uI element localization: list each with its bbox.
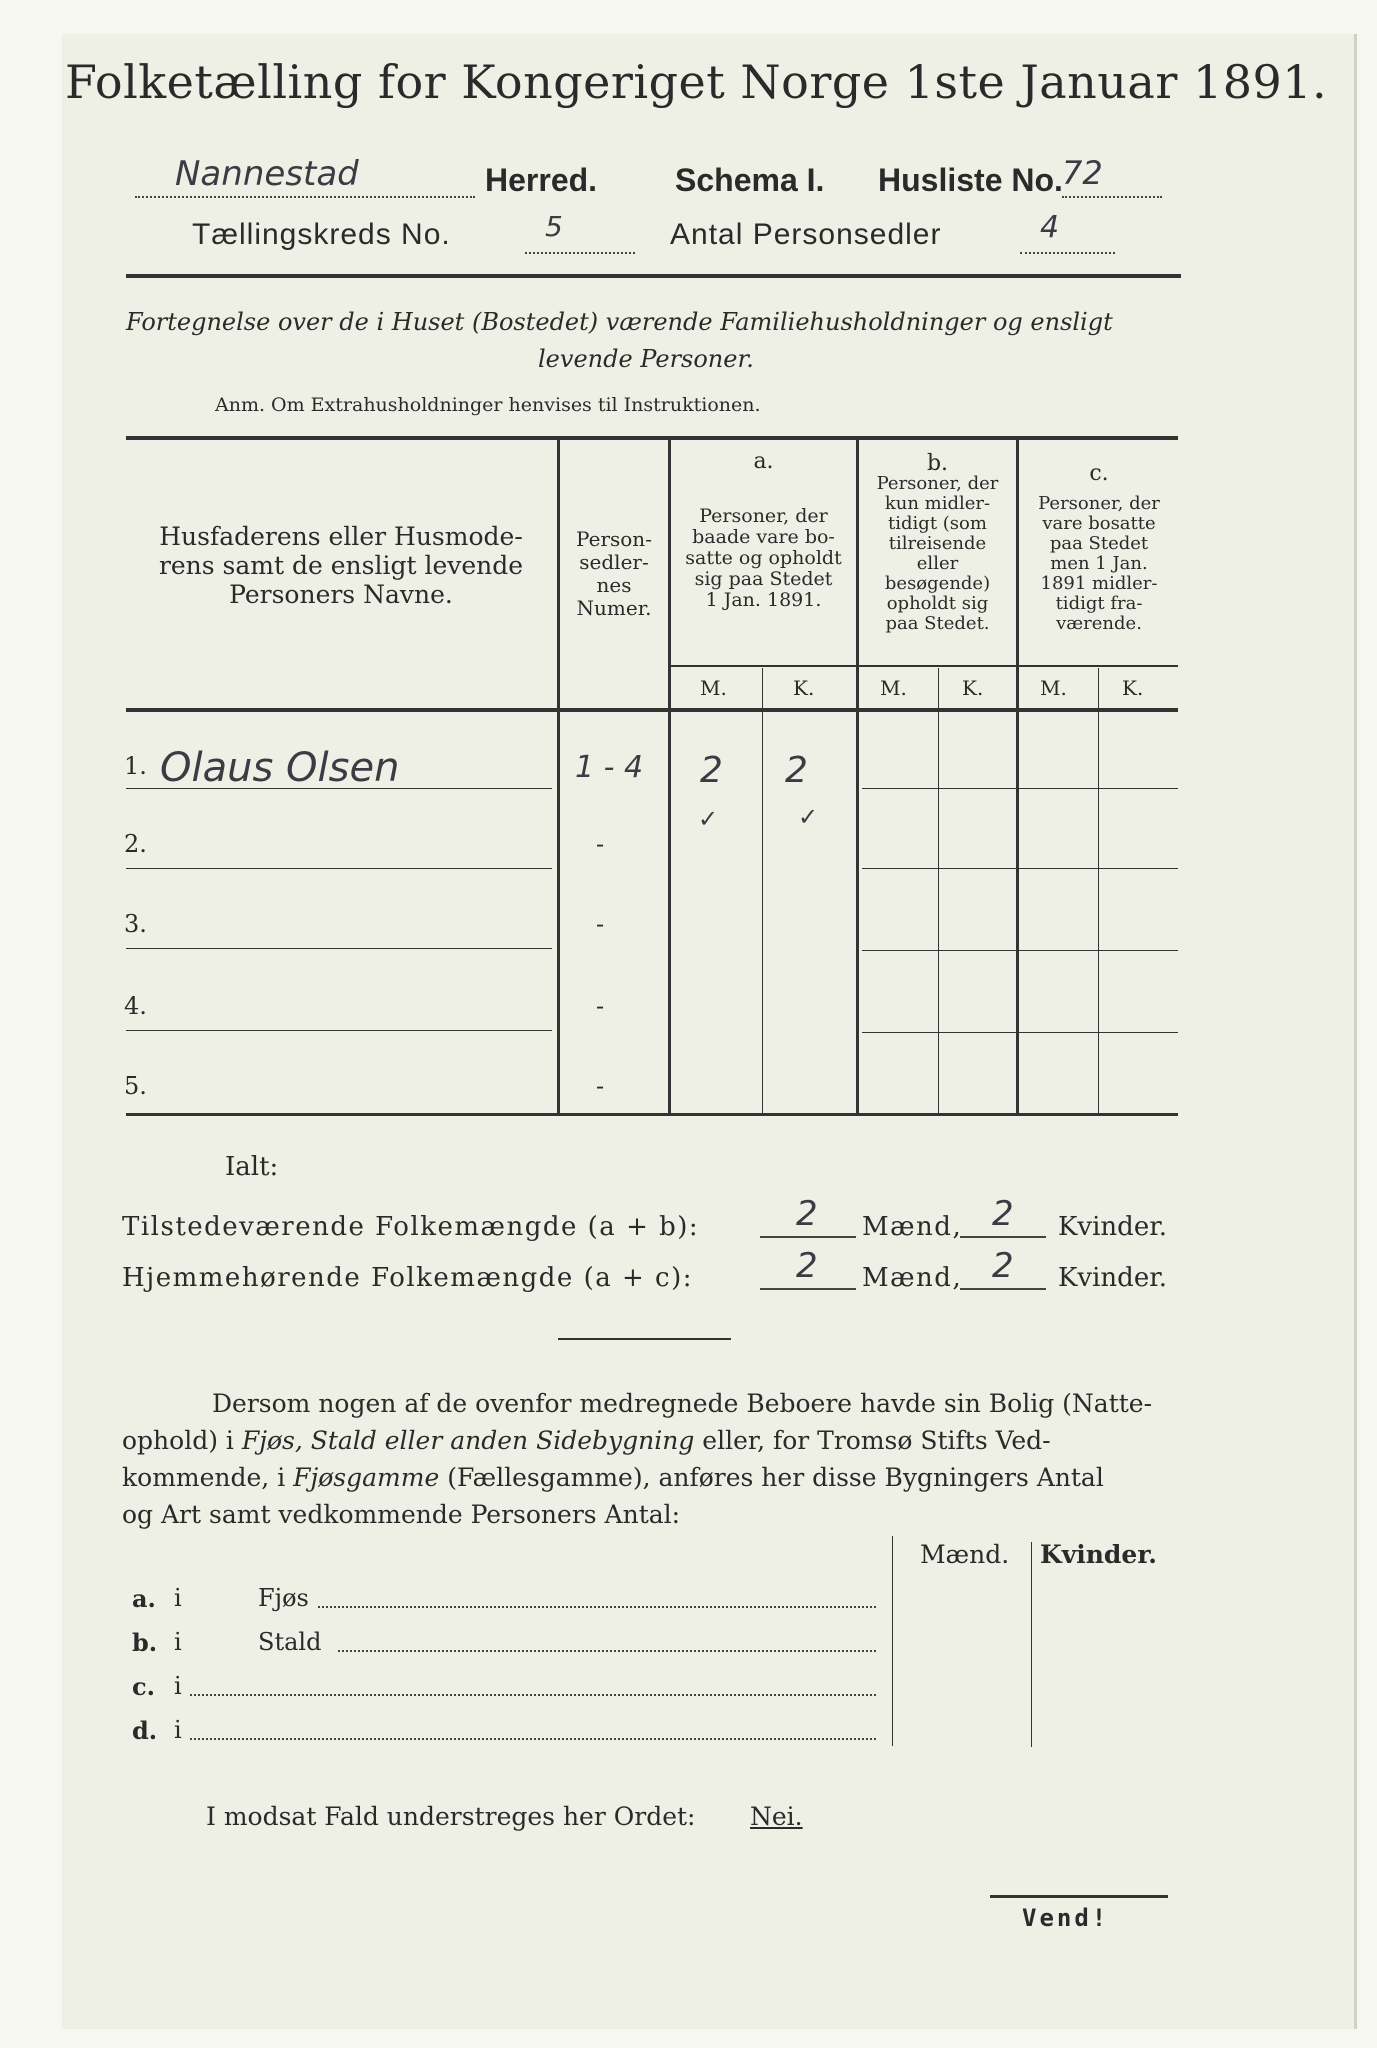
col-b-line: tilreisende: [888, 533, 987, 554]
col-a-m-label: M.: [700, 676, 727, 700]
row-personsedler-num[interactable]: -: [596, 830, 605, 858]
col-name-line: rens samt de ensligt levende: [158, 551, 524, 580]
row-a-m-value[interactable]: 2: [700, 750, 723, 791]
building-letter: a.: [132, 1584, 156, 1613]
building-letter: b.: [132, 1628, 158, 1657]
row-line: [862, 950, 1178, 951]
building-i: i: [174, 1584, 182, 1612]
hjemme-maend-value: 2: [796, 1246, 818, 1286]
nei-option[interactable]: Nei.: [750, 1802, 803, 1831]
header-divider: [126, 274, 1181, 278]
antal-field[interactable]: [1020, 210, 1115, 254]
col-b-line: opholdt sig: [886, 593, 989, 614]
kreds-field[interactable]: [525, 210, 635, 254]
row-line: [126, 868, 552, 869]
col-c-line: værende.: [1056, 613, 1142, 634]
row-personsedler-num[interactable]: -: [596, 1072, 605, 1100]
hjemme-label: Hjemmehørende Folkemængde (a + c):: [122, 1263, 693, 1293]
col-a-header: [672, 506, 855, 611]
col-c-header: [1020, 494, 1178, 634]
paragraph-text: eller, for Tromsø Stifts Ved-: [694, 1426, 1051, 1455]
col-divider: [557, 438, 560, 1114]
husliste-value: 72: [1062, 154, 1103, 192]
husliste-field[interactable]: [1062, 154, 1162, 198]
row-number: 3.: [124, 910, 147, 938]
row-line: [126, 1030, 552, 1031]
col-c-m-label: M.: [1040, 676, 1067, 700]
row-line: [862, 868, 1178, 869]
modsat-text: I modsat Fald understreges her Ordet:: [206, 1802, 696, 1831]
antal-label: Antal Personsedler: [670, 218, 942, 251]
col-num-header: [561, 528, 667, 620]
col-num-line: Numer.: [576, 596, 652, 620]
buildings-kvinder-header: Kvinder.: [1040, 1540, 1157, 1569]
building-i: i: [174, 1672, 182, 1700]
maend-label: Mænd,: [862, 1263, 963, 1293]
herred-field[interactable]: [135, 154, 475, 198]
building-i: i: [174, 1716, 182, 1744]
ialt-label: Ialt:: [225, 1152, 279, 1182]
col-b-line: eller: [916, 553, 959, 574]
col-b-k-label: K.: [962, 676, 984, 700]
intro-note: Anm. Om Extrahusholdninger henvises til Instruktionen.: [215, 394, 761, 416]
paragraph-line-2: [122, 1422, 1051, 1460]
kreds-label: Tællingskreds No.: [192, 218, 451, 251]
buildings-maend-header: Mænd.: [920, 1540, 1010, 1569]
kvinder-label: Kvinder.: [1058, 1263, 1168, 1293]
col-b-header: [860, 474, 1015, 634]
building-field[interactable]: [338, 1650, 876, 1652]
col-name-header: [136, 522, 546, 609]
col-b-letter: b.: [926, 451, 949, 476]
row-number: 4.: [124, 992, 147, 1020]
vend-label: Vend!: [1022, 1904, 1110, 1932]
paragraph-line-4: og Art samt vedkommende Personers Antal:: [122, 1500, 681, 1529]
building-letter: d.: [132, 1716, 158, 1745]
paragraph-line-1: Dersom nogen af de ovenfor medregnede Beboere havde sin Bolig (Natte-: [212, 1389, 1153, 1418]
row-personsedler-num[interactable]: 1 - 4: [575, 750, 644, 785]
col-a-letter: a.: [753, 449, 774, 474]
husliste-label: Husliste No.: [878, 162, 1063, 198]
check-mark-icon: ✓: [698, 805, 719, 833]
building-letter: c.: [132, 1672, 155, 1701]
col-a-line: Personer, der: [699, 505, 828, 527]
vend-rule: [990, 1895, 1168, 1898]
table-bottom-rule: [126, 1113, 1178, 1116]
row-number: 5.: [124, 1072, 147, 1100]
paragraph-line-3: [122, 1459, 1104, 1497]
hjemme-kvinder-value: 2: [992, 1246, 1014, 1286]
buildings-divider: [1031, 1542, 1032, 1747]
col-b-line: Personer, der: [876, 473, 999, 494]
col-b-line: kun midler-: [884, 493, 991, 514]
col-c-line: tidigt fra-: [1055, 593, 1143, 614]
col-num-line: Person-: [576, 527, 652, 551]
table-top-rule: [126, 436, 1178, 440]
col-a-line: baade vare bo-: [692, 526, 835, 548]
col-a-line: sig paa Stedet: [694, 568, 833, 590]
tilstede-kvinder-field[interactable]: [960, 1194, 1046, 1238]
paragraph-text: kommende, i: [122, 1463, 294, 1492]
kreds-value: 5: [545, 210, 563, 243]
paragraph-italic: Fjøsgamme: [293, 1463, 440, 1492]
row-line: [862, 788, 1178, 789]
hjemme-kvinder-field[interactable]: [960, 1246, 1046, 1290]
row-number: 2.: [124, 830, 147, 858]
paragraph-text: (Fællesgamme), anføres her disse Bygningers Antal: [439, 1463, 1104, 1492]
col-c-k-label: K.: [1122, 676, 1144, 700]
intro-line-2: levende Personer.: [538, 345, 754, 373]
antal-value: 4: [1040, 210, 1060, 245]
section-divider: [558, 1338, 731, 1340]
col-a-line: 1 Jan. 1891.: [705, 589, 822, 611]
building-field[interactable]: [190, 1738, 876, 1740]
intro-line-1: Fortegnelse over de i Huset (Bostedet) værende Familiehusholdninger og ensligt: [126, 308, 1113, 336]
col-divider-mk: [938, 668, 939, 1114]
buildings-divider: [892, 1536, 893, 1746]
col-c-line: men 1 Jan.: [1050, 553, 1148, 574]
maend-label: Mænd,: [862, 1212, 963, 1242]
tilstede-kvinder-value: 2: [992, 1194, 1014, 1234]
mk-header-rule: [668, 665, 1178, 667]
col-divider-mk: [1098, 668, 1099, 1114]
paragraph-text: ophold) i: [122, 1426, 242, 1455]
paragraph-italic: Fjøs, Stald eller anden Sidebygning: [241, 1426, 695, 1455]
building-label: Stald: [258, 1628, 322, 1656]
col-name-line: Husfaderens eller Husmode-: [159, 522, 523, 551]
tilstede-maend-value: 2: [796, 1194, 818, 1234]
col-b-line: tidigt (som: [888, 513, 987, 534]
col-divider: [856, 438, 859, 1114]
row-number: 1.: [124, 752, 147, 780]
col-name-line: Personers Navne.: [229, 580, 453, 609]
row-line: [126, 948, 552, 949]
col-a-line: satte og opholdt: [685, 547, 842, 569]
row-personsedler-num[interactable]: -: [596, 910, 605, 938]
col-c-letter: c.: [1089, 461, 1109, 486]
tilstede-label: Tilstedeværende Folkemængde (a + b):: [122, 1212, 700, 1242]
col-divider: [668, 438, 671, 1114]
herred-label: Herred.: [485, 162, 598, 198]
check-mark-icon: ✓: [798, 803, 819, 831]
schema-label: Schema I.: [675, 162, 825, 198]
building-label: Fjøs: [258, 1584, 309, 1612]
form-title: Folketælling for Kongeriget Norge 1ste Januar 1891.: [65, 55, 1328, 109]
kvinder-label: Kvinder.: [1058, 1212, 1168, 1242]
table-header-rule: [126, 708, 1178, 712]
building-field[interactable]: [190, 1694, 876, 1696]
row-name[interactable]: Olaus Olsen: [160, 745, 400, 791]
col-num-line: nes: [596, 573, 632, 597]
col-b-line: besøgende): [884, 573, 991, 594]
col-a-k-label: K.: [793, 676, 815, 700]
col-divider: [1016, 438, 1019, 1114]
col-c-line: 1891 midler-: [1040, 573, 1158, 594]
herred-value: Nannestad: [175, 154, 359, 194]
col-b-m-label: M.: [880, 676, 907, 700]
col-num-line: sedler-: [579, 550, 649, 574]
col-c-line: Personer, der: [1038, 493, 1160, 514]
col-b-line: paa Stedet.: [885, 613, 990, 634]
row-personsedler-num[interactable]: -: [596, 992, 605, 1020]
col-divider-mk: [762, 668, 763, 1114]
col-c-line: paa Stedet: [1049, 533, 1149, 554]
tilstede-maend-field[interactable]: [760, 1194, 856, 1238]
building-i: i: [174, 1628, 182, 1656]
building-field[interactable]: [318, 1606, 876, 1608]
hjemme-maend-field[interactable]: [760, 1246, 856, 1290]
row-a-k-value[interactable]: 2: [785, 750, 808, 791]
row-line: [862, 1032, 1178, 1033]
col-c-line: vare bosatte: [1042, 513, 1156, 534]
